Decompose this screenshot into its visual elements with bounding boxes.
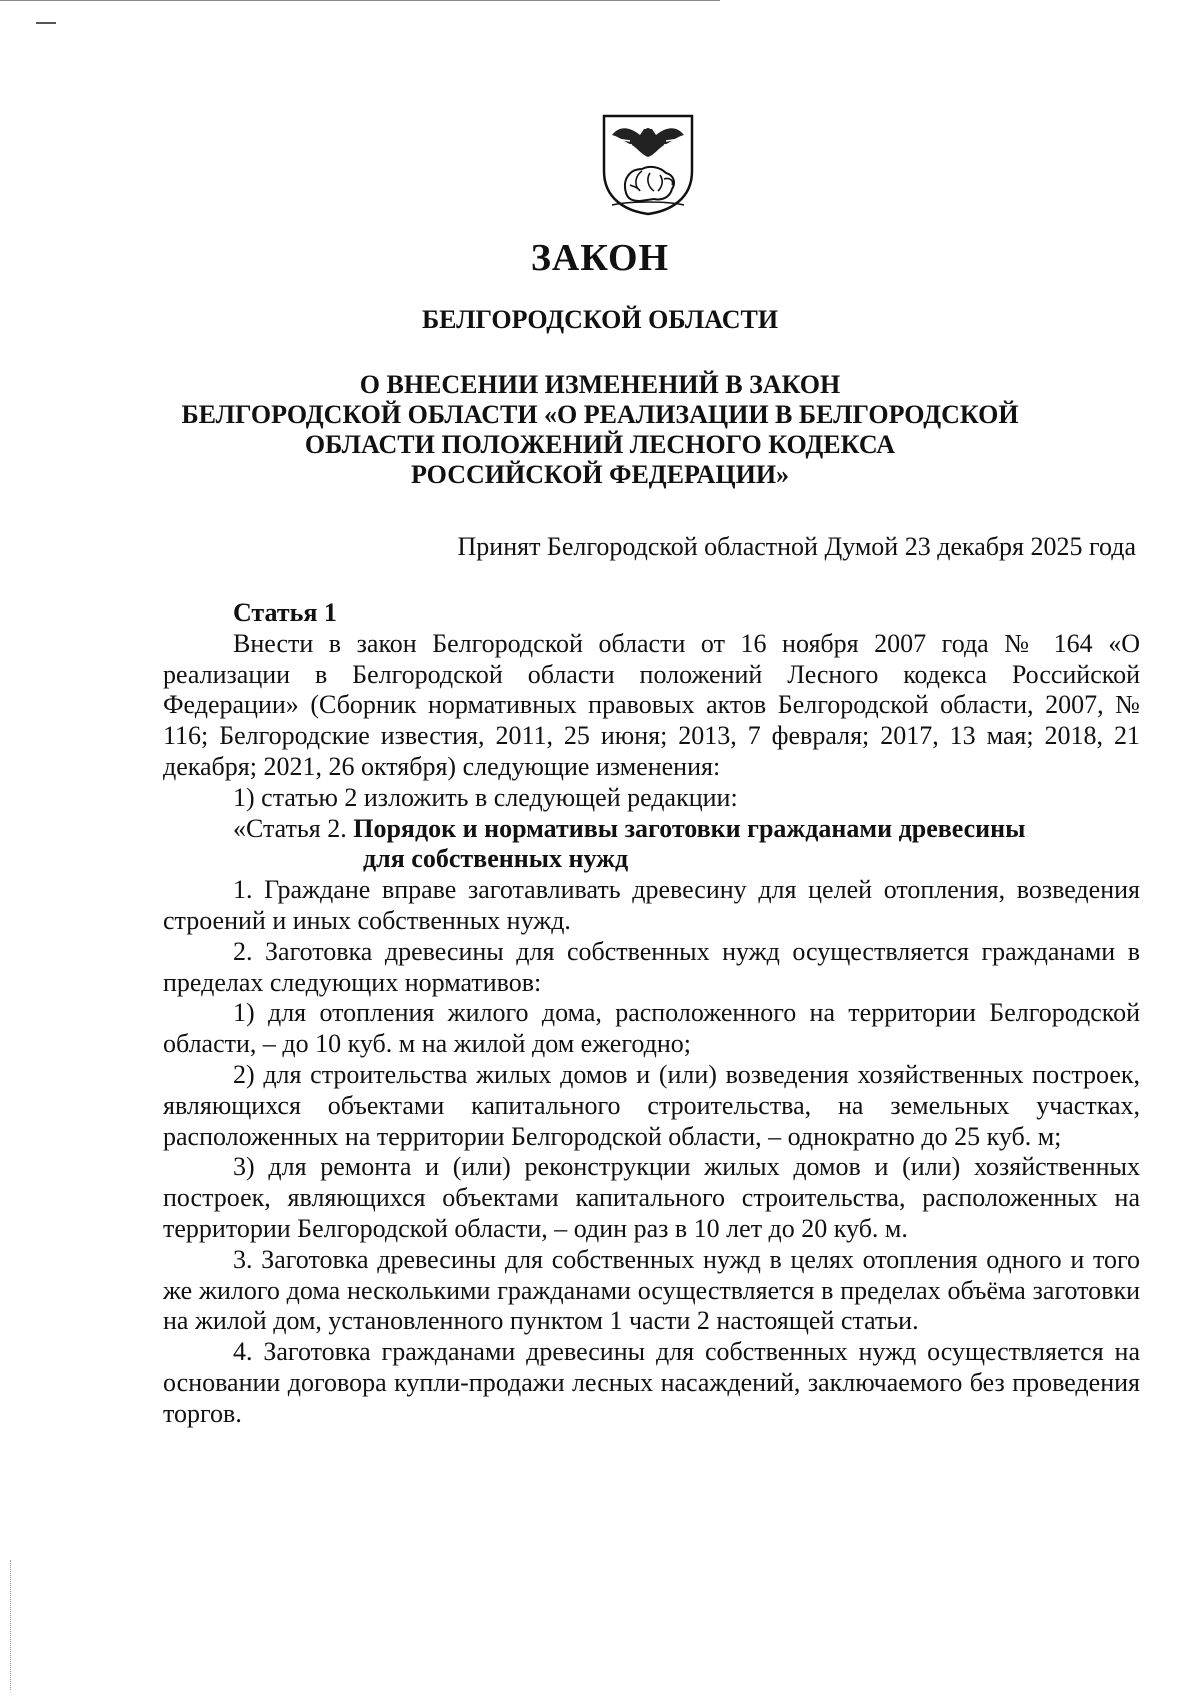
scan-edge-line: [0, 0, 720, 1]
article-2-prefix: «Статья 2.: [233, 813, 347, 843]
belgorod-coat-of-arms-icon: [600, 113, 696, 216]
article-2-title: Порядок и нормативы заготовки гражданами древесины: [353, 813, 1026, 843]
adoption-note: Принят Белгородской областной Думой 23 декабря 2025 года: [457, 532, 1136, 561]
subtitle-line: РОССИЙСКОЙ ФЕДЕРАЦИИ»: [410, 460, 790, 489]
article-2-subitem-3: 3) для ремонта и (или) реконструкции жилых домов и (или) хозяйственных построек, являющихся объектами капитального строительства, расположенных на территории Белгородской области, – один раз в 10 лет до 20 куб. м.: [163, 1152, 1140, 1243]
article-2-title-cont: для собственных нужд: [363, 844, 629, 874]
subtitle-line: О ВНЕСЕНИИ ИЗМЕНЕНИЙ В ЗАКОН: [359, 370, 841, 399]
scan-mark: [36, 22, 56, 24]
document-title: ЗАКОН: [530, 237, 670, 279]
subtitle-line: БЕЛГОРОДСКОЙ ОБЛАСТИ «О РЕАЛИЗАЦИИ В БЕЛГОРОДСКОЙ: [181, 400, 1019, 429]
scan-edge-dots: [10, 1560, 12, 1690]
article-2-heading: [163, 814, 1140, 845]
document-region: БЕЛГОРОДСКОЙ ОБЛАСТИ: [421, 305, 779, 334]
document-subtitle: [0, 370, 1200, 490]
subtitle-line: ОБЛАСТИ ПОЛОЖЕНИЙ ЛЕСНОГО КОДЕКСА: [304, 430, 896, 459]
article-1-heading: Статья 1: [233, 598, 337, 627]
article-2-subitem-2: 2) для строительства жилых домов и (или) возведения хозяйственных построек, являющихся объектами капитального строительства, на земельных участках, расположенных на территории Белгородской области, – однократно до 25 куб. м;: [163, 1059, 1140, 1151]
article-1-intro: Внести в закон Белгородской области от 16 ноября 2007 года № 164 «О реализации в Белгородской области положений Лесного кодекса Российской Федерации» (Сборник нормативных правовых актов Белгородской области, 2007, № 116; Белгородские известия, 2011, 25 июня; 2013, 7 февраля; 2017, 13 мая; 2018, 21 декабря; 2021, 26 октября) следующие изменения:: [163, 628, 1140, 781]
article-2-paragraph-2: 2. Заготовка древесины для собственных нужд осуществляется гражданами в пределах следующих нормативов:: [163, 936, 1140, 997]
article-2-paragraph-3: 3. Заготовка древесины для собственных нужд в целях отопления одного и того же жилого дома несколькими гражданами осуществляется в пределах объёма заготовки на жилой дом, установленного пунктом 1 части 2 настоящей статьи.: [163, 1244, 1140, 1336]
article-2-paragraph-1: 1. Граждане вправе заготавливать древесину для целей отопления, возведения строений и иных собственных нужд.: [163, 875, 1140, 935]
article-2-subitem-1: 1) для отопления жилого дома, расположенного на территории Белгородской области, – до 10 куб. м на жилой дом ежегодно;: [163, 998, 1140, 1059]
article-2-paragraph-4: 4. Заготовка гражданами древесины для собственных нужд осуществляется на основании договора купли-продажи лесных насаждений, заключаемого без проведения торгов.: [163, 1337, 1140, 1428]
document-body: [163, 598, 1140, 1430]
article-1-item-1: 1) статью 2 изложить в следующей редакции:: [233, 782, 738, 812]
